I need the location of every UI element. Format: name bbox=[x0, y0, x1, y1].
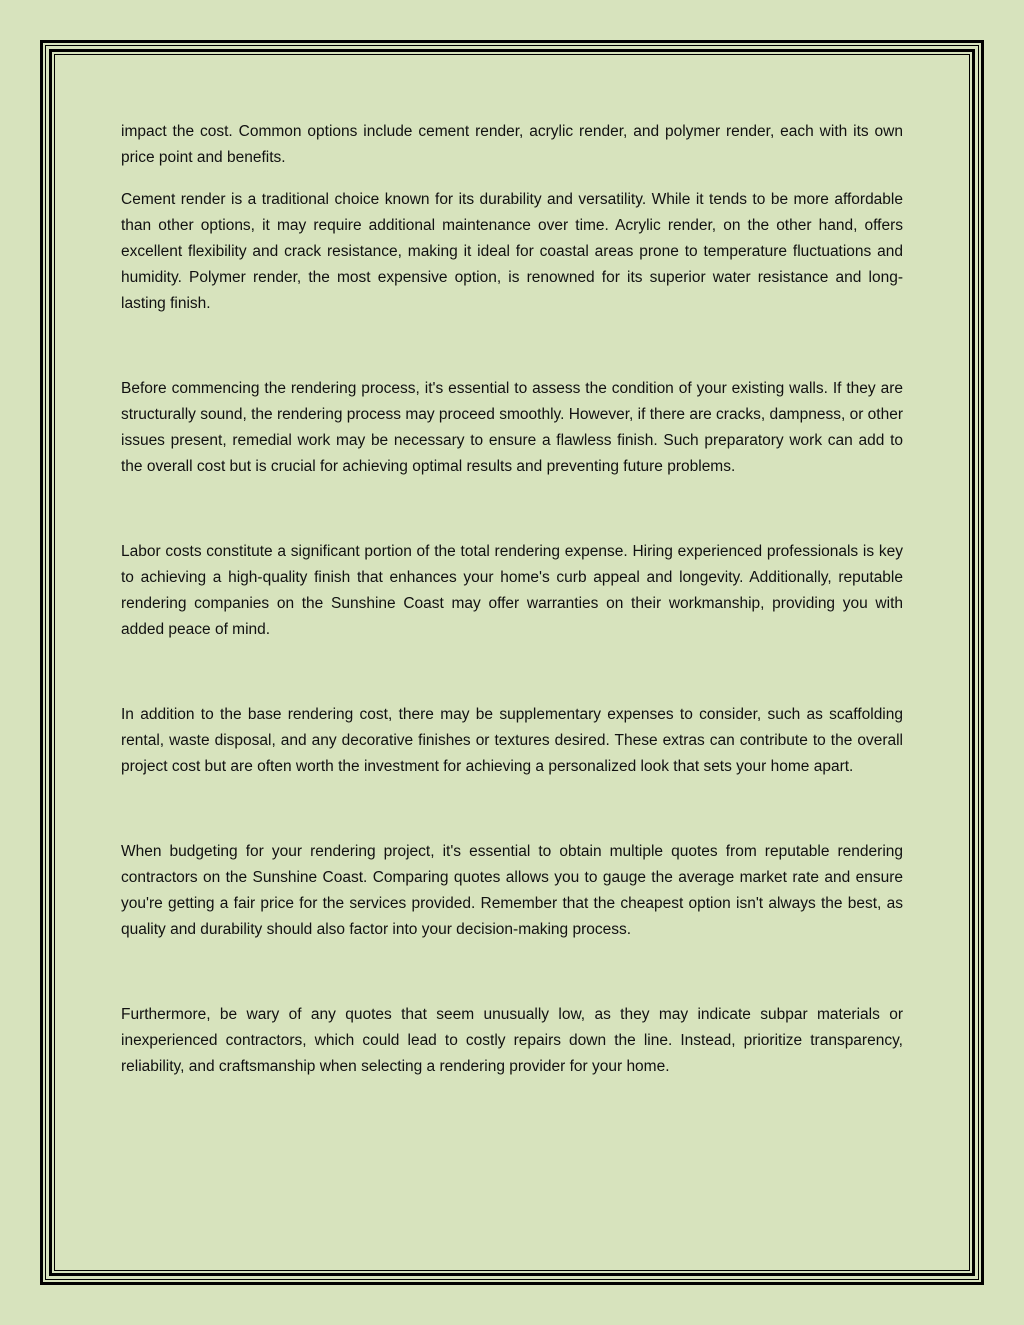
document-body bbox=[121, 119, 903, 1080]
paragraph-labor-costs: Labor costs constitute a significant portion of the total rendering expense. Hiring experienced professionals is key to achieving a high-quality finish that enhances your home's curb appeal and longevity. Additionally, reputable rendering companies on the Sunshine Coast may offer warranties on their workmanship, providing you with added peace of mind. bbox=[121, 543, 903, 638]
paragraph-render-types: Cement render is a traditional choice known for its durability and versatility. While it tends to be more affordable than other options, it may require additional maintenance over time. Acrylic render, on the other hand, offers excellent flexibility and crack resistance, making it ideal for coastal areas prone to temperature fluctuations and humidity. Polymer render, the most expensive option, is renowned for its superior water resistance and long-lasting finish. bbox=[121, 191, 903, 312]
paragraph-material-options: impact the cost. Common options include cement render, acrylic render, and polymer render, each with its own price point and benefits. bbox=[121, 123, 903, 166]
paragraph-supplementary-expenses: In addition to the base rendering cost, there may be supplementary expenses to consider, such as scaffolding rental, waste disposal, and any decorative finishes or textures desired. These extras can contribute to the overall project cost but are often worth the investment for achieving a personalized look that sets your home apart. bbox=[121, 706, 903, 775]
paragraph-low-quotes-warning: Furthermore, be wary of any quotes that seem unusually low, as they may indicate subpar materials or inexperienced contractors, which could lead to costly repairs down the line. Instead, prioritize transparency, reliability, and craftsmanship when selecting a rendering provider for your home. bbox=[121, 1006, 903, 1075]
paragraph-budgeting-quotes: When budgeting for your rendering project, it's essential to obtain multiple quotes from reputable rendering contractors on the Sunshine Coast. Comparing quotes allows you to gauge the average market rate and ensure you're getting a fair price for the services provided. Remember that the cheapest option isn't always the best, as quality and durability should also factor into your decision-making process. bbox=[121, 843, 903, 938]
paragraph-wall-condition: Before commencing the rendering process, it's essential to assess the condition of your existing walls. If they are structurally sound, the rendering process may proceed smoothly. However, if there are cracks, dampness, or other issues present, remedial work may be necessary to ensure a flawless finish. Such preparatory work can add to the overall cost but is crucial for achieving optimal results and preventing future problems. bbox=[121, 380, 903, 475]
